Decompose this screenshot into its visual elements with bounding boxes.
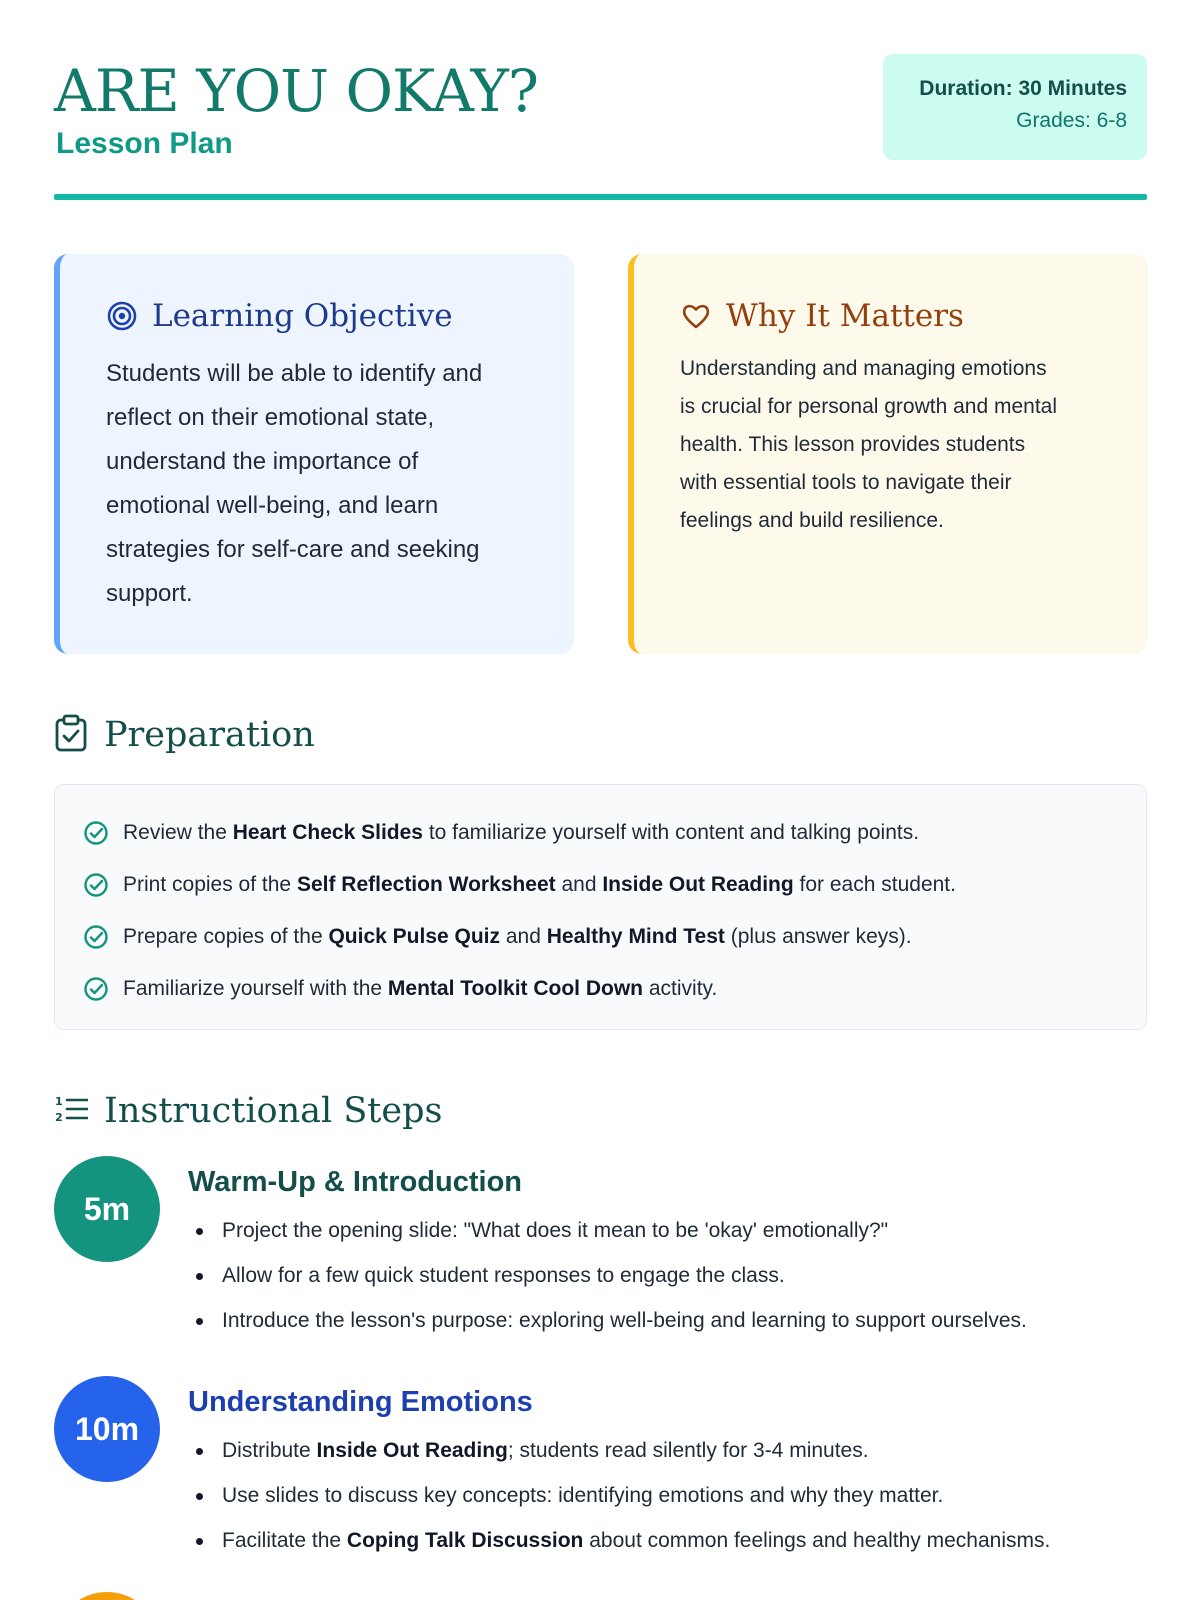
list-item: Use slides to discuss key concepts: identifying emotions and why they matter.: [188, 1473, 1050, 1518]
bullet-text: ; students read silently for 3-4 minutes.: [507, 1439, 869, 1462]
step-duration-badge: 5m: [54, 1156, 160, 1262]
prep-bold: Mental Toolkit Cool Down: [387, 977, 644, 1000]
prep-text: for each student.: [793, 873, 956, 896]
step-warm-up: [54, 1156, 1154, 1356]
step-bullet-list: [188, 1428, 1050, 1563]
clipboard-check-icon: [54, 714, 88, 757]
instructional-steps-title: Instructional Steps: [104, 1091, 443, 1131]
duration-line: [883, 74, 1127, 104]
preparation-title: Preparation: [104, 715, 315, 755]
prep-text: (plus answer keys).: [724, 925, 912, 948]
objective-line: reflect on their emotional state,: [106, 404, 435, 431]
prep-bold: Inside Out Reading: [602, 873, 794, 896]
learning-objective-heading: [106, 294, 538, 338]
lesson-meta-box: [883, 54, 1147, 160]
duration-value: 30 Minutes: [1018, 77, 1127, 100]
objective-line: understand the importance of: [106, 448, 419, 475]
list-item: [83, 911, 1118, 963]
prep-text: Familiarize yourself with the: [123, 977, 388, 1000]
prep-text: and: [500, 925, 547, 948]
prep-item-text: [123, 977, 717, 1001]
list-item: Allow for a few quick student responses to engage the class.: [188, 1253, 1027, 1298]
page-title: ARE YOU OKAY?: [54, 57, 538, 125]
objective-line: support.: [106, 580, 193, 607]
why-it-matters-heading: [680, 294, 1112, 338]
prep-bold: Heart Check Slides: [232, 821, 423, 844]
prep-text: and: [555, 873, 603, 896]
bullet-text: Distribute: [222, 1439, 317, 1462]
prep-text: Review the: [123, 821, 233, 844]
step-duration-badge: 10m: [54, 1376, 160, 1482]
step-understanding-emotions: [54, 1376, 1154, 1576]
prep-text: to familiarize yourself with content and talking points.: [422, 821, 920, 844]
bullet-bold: Inside Out Reading: [316, 1439, 508, 1462]
duration-label: Duration:: [919, 77, 1013, 100]
objective-line: emotional well-being, and learn: [106, 492, 439, 519]
heart-icon: [680, 300, 712, 332]
lesson-header: [54, 54, 1147, 202]
check-circle-icon: [83, 872, 109, 898]
grades-line: Grades: 6-8: [1016, 109, 1127, 132]
objective-line: strategies for self-care and seeking: [106, 536, 480, 563]
bullet-text: about common feelings and healthy mechanisms.: [583, 1529, 1051, 1552]
prep-text: Prepare copies of the: [123, 925, 329, 948]
matters-line: feelings and build resilience.: [680, 509, 944, 532]
objective-line: Students will be able to identify and: [106, 360, 483, 387]
why-it-matters-title: Why It Matters: [726, 298, 964, 334]
list-item: Introduce the lesson's purpose: exploring well-being and learning to support ourselves.: [188, 1298, 1027, 1343]
svg-text:1: 1: [55, 1094, 63, 1108]
learning-objective-card: [54, 254, 574, 654]
matters-line: health. This lesson provides students: [680, 433, 1026, 456]
bullet-text: Facilitate the: [222, 1529, 347, 1552]
prep-text: activity.: [643, 977, 718, 1000]
check-circle-icon: [83, 924, 109, 950]
list-item: [188, 1428, 1050, 1473]
matters-line: is crucial for personal growth and mental: [680, 395, 1058, 418]
page-subtitle: Lesson Plan: [56, 127, 233, 160]
matters-line: Understanding and managing emotions: [680, 357, 1047, 380]
prep-item-text: [123, 873, 956, 897]
target-icon: [106, 300, 138, 332]
prep-item-text: [123, 925, 912, 949]
header-divider: [54, 194, 1147, 200]
list-item: [83, 963, 1118, 1015]
check-circle-icon: [83, 820, 109, 846]
check-circle-icon: [83, 976, 109, 1002]
matters-line: with essential tools to navigate their: [680, 471, 1012, 494]
step-title: Warm-Up & Introduction: [188, 1166, 522, 1198]
step-title: Understanding Emotions: [188, 1386, 533, 1418]
next-step-badge: [54, 1592, 160, 1600]
prep-bold: Healthy Mind Test: [546, 925, 725, 948]
preparation-heading: [54, 710, 315, 760]
instructional-steps-heading: [54, 1086, 442, 1136]
numbered-list-icon: [54, 1093, 88, 1130]
prep-text: Print copies of the: [123, 873, 297, 896]
learning-objective-title: Learning Objective: [152, 298, 453, 334]
step-bullet-list: [188, 1208, 1027, 1343]
prep-item-text: [123, 821, 919, 845]
why-it-matters-card: [628, 254, 1148, 654]
list-item: Project the opening slide: "What does it mean to be 'okay' emotionally?": [188, 1208, 1027, 1253]
list-item: [83, 807, 1118, 859]
svg-text:2: 2: [55, 1110, 63, 1124]
list-item: [83, 859, 1118, 911]
preparation-list: [54, 784, 1147, 1030]
list-item: [188, 1518, 1050, 1563]
prep-bold: Self Reflection Worksheet: [296, 873, 556, 896]
learning-objective-text: [106, 352, 538, 616]
why-it-matters-text: [680, 350, 1112, 540]
bullet-bold: Coping Talk Discussion: [346, 1529, 584, 1552]
prep-bold: Quick Pulse Quiz: [328, 925, 501, 948]
